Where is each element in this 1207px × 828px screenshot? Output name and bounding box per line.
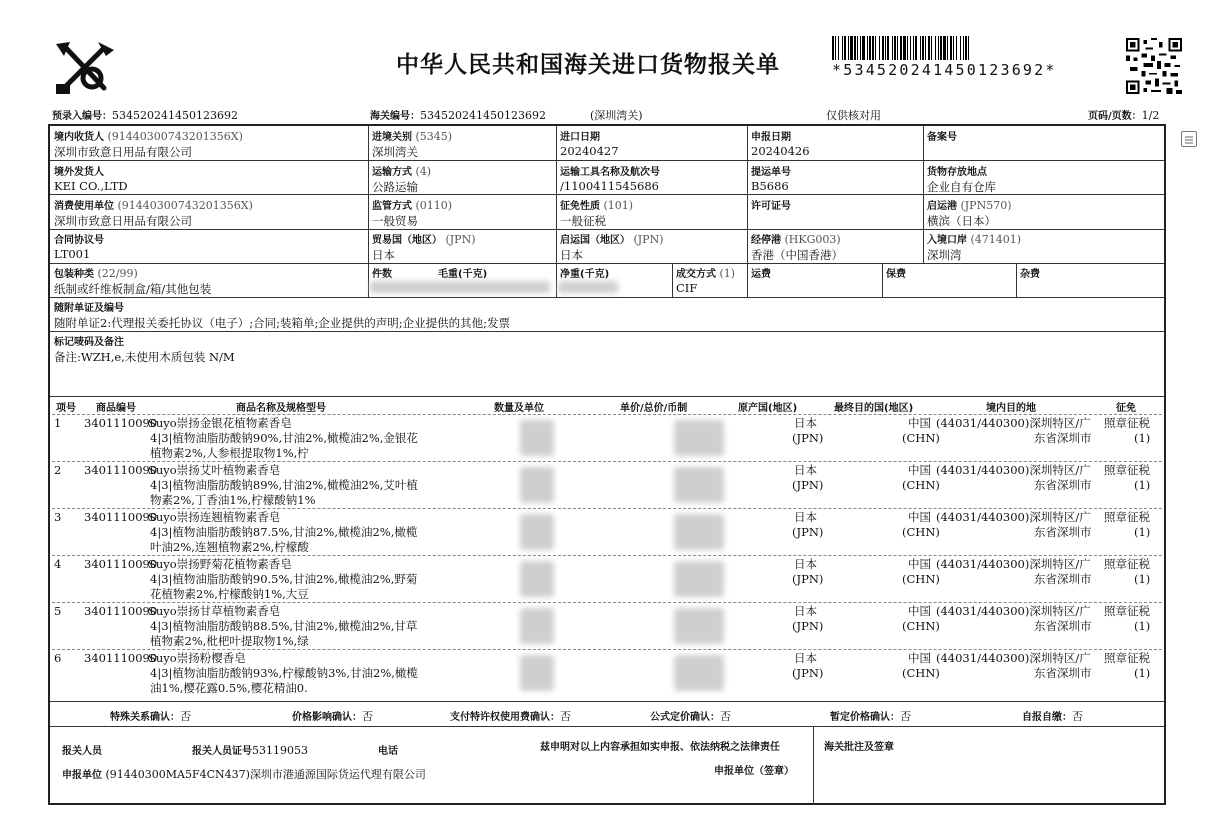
item-spec-line1: 4|3|植物油脂肪酸钠89%,甘油2%,橄榄油2%,艾叶植	[150, 478, 418, 492]
item-dest: 中国	[908, 463, 931, 477]
declare-date-label: 申报日期	[751, 132, 791, 143]
barcode	[832, 36, 1108, 60]
bill-label: 提运单号	[751, 167, 791, 178]
header-item-no: 项号	[56, 403, 76, 414]
item-origin-code: (JPN)	[792, 666, 824, 680]
levy-label: 征免性质 (101)	[560, 199, 634, 212]
item-no: 1	[54, 416, 62, 430]
item-origin-code: (JPN)	[792, 431, 824, 445]
redacted-price	[674, 561, 724, 597]
entry-port-value: 深圳湾关	[372, 145, 418, 159]
vehicle-label: 运输工具名称及航次号	[560, 167, 660, 178]
item-domestic-line2: 东省深圳市	[1034, 666, 1092, 680]
item-dest: 中国	[908, 510, 931, 524]
item-origin-code: (JPN)	[792, 619, 824, 633]
item-separator	[52, 602, 1162, 603]
freight-label: 运费	[751, 269, 771, 280]
departure-value: 横滨（日本）	[927, 214, 996, 228]
item-dest-code: (CHN)	[902, 525, 940, 539]
marks-value: 备注:WZH,e,未使用木质包装 N/M	[54, 350, 235, 364]
declaration-form	[48, 124, 1166, 805]
item-levy-code: (1)	[1134, 478, 1151, 492]
item-dest-code: (CHN)	[902, 431, 940, 445]
item-levy-code: (1)	[1134, 666, 1151, 680]
item-hs-code: 3401110090	[84, 416, 158, 430]
storage-value: 企业自有仓库	[927, 180, 996, 194]
entry-port-label: 进境关别 (5345)	[372, 130, 453, 143]
header-origin: 原产国(地区)	[738, 403, 798, 414]
customs-emblem-icon	[52, 38, 118, 98]
page-indicator: 页码/页数：1/2	[1088, 109, 1160, 122]
item-domestic-line2: 东省深圳市	[1034, 572, 1092, 586]
item-origin: 日本	[794, 604, 817, 618]
item-dest-code: (CHN)	[902, 666, 940, 680]
declare-date-value: 20240426	[751, 144, 810, 158]
verification-notice: 仅供核对用	[826, 109, 881, 122]
redacted-quantity	[520, 420, 554, 456]
entry-border-value: 深圳湾	[927, 248, 962, 262]
special-relation-confirm: 特殊关系确认：否	[110, 710, 191, 723]
vehicle-value: /1100411545686	[560, 179, 659, 193]
supervision-value: 一般贸易	[372, 214, 418, 228]
insurance-label: 保费	[886, 269, 906, 280]
misc-label: 杂费	[1020, 269, 1040, 280]
item-dest: 中国	[908, 416, 931, 430]
item-dest: 中国	[908, 604, 931, 618]
header-levy: 征免	[1116, 403, 1136, 414]
pieces-label: 件数	[372, 269, 392, 280]
header-name-spec: 商品名称及规格型号	[236, 403, 326, 414]
item-levy: 照章征税	[1104, 416, 1150, 430]
header-domestic-dest: 境内目的地	[986, 403, 1036, 414]
item-levy: 照章征税	[1104, 510, 1150, 524]
price-impact-confirm: 价格影响确认：否	[292, 710, 373, 723]
item-no: 3	[54, 510, 62, 524]
trade-country-label: 贸易国（地区） (JPN)	[372, 233, 476, 246]
item-origin: 日本	[794, 463, 817, 477]
item-hs-code: 3401110090	[84, 510, 158, 524]
transport-value: 公路运输	[372, 180, 418, 194]
item-name: Suyo崇扬粉樱香皂	[148, 651, 246, 665]
item-spec-line2: 叶油2%,连翘植物素2%,柠檬酸	[150, 540, 309, 554]
item-spec-line1: 4|3|植物油脂肪酸钠90%,甘油2%,橄榄油2%,金银花	[150, 431, 418, 445]
item-hs-code: 3401110090	[84, 557, 158, 571]
header-final-dest: 最终目的国(地区)	[834, 403, 914, 414]
item-no: 5	[54, 604, 62, 618]
consumer-value: 深圳市致意日用品有限公司	[54, 214, 192, 228]
header-price: 单价/总价/币制	[620, 403, 688, 414]
item-spec-line2: 油1%,樱花露0.5%,樱花精油0.	[150, 681, 308, 695]
consignee-label: 境内收货人 (91440300743201356X)	[54, 130, 243, 143]
provisional-price-confirm: 暂定价格确认：否	[830, 710, 911, 723]
contract-label: 合同协议号	[54, 235, 104, 246]
unit-seal-label: 申报单位（签章）	[714, 766, 794, 777]
redacted-quantity	[520, 467, 554, 503]
item-origin-code: (JPN)	[792, 572, 824, 586]
item-levy-code: (1)	[1134, 431, 1151, 445]
import-date-value: 20240427	[560, 144, 619, 158]
item-domestic-line2: 东省深圳市	[1034, 431, 1092, 445]
item-separator	[52, 508, 1162, 509]
item-domestic-line2: 东省深圳市	[1034, 619, 1092, 633]
header-hs-code: 商品编号	[96, 403, 136, 414]
pre-entry-number: 预录入编号：534520241450123692	[52, 109, 238, 122]
net-weight-label: 净重(千克)	[560, 269, 610, 280]
redacted-quantity	[520, 561, 554, 597]
page-title: 中华人民共和国海关进口货物报关单	[396, 52, 780, 78]
item-separator	[52, 461, 1162, 462]
item-origin: 日本	[794, 651, 817, 665]
item-name: Suyo崇扬金银花植物素香皂	[148, 416, 292, 430]
record-label: 备案号	[927, 132, 957, 143]
customs-number: 海关编号：534520241450123692	[370, 109, 546, 122]
item-separator	[52, 649, 1162, 650]
origin-country-label: 启运国（地区） (JPN)	[560, 233, 664, 246]
item-name: Suyo崇扬艾叶植物素香皂	[148, 463, 281, 477]
declarer-cert: 报关人员证号53119053	[192, 744, 308, 757]
item-dest: 中国	[908, 651, 931, 665]
item-name: Suyo崇扬连翘植物素香皂	[148, 510, 281, 524]
item-hs-code: 3401110090	[84, 463, 158, 477]
self-pay-confirm: 自报自缴：否	[1022, 710, 1083, 723]
via-port-value: 香港（中国香港）	[751, 248, 843, 262]
consumer-label: 消费使用单位 (91440300743201356X)	[54, 199, 253, 212]
marks-label: 标记唛码及备注	[54, 337, 124, 348]
item-origin-code: (JPN)	[792, 478, 824, 492]
redacted-quantity	[520, 608, 554, 644]
item-domestic-line1: (44031/440300)深圳特区/广	[936, 604, 1091, 618]
declarer-label: 报关人员	[62, 746, 102, 757]
bill-value: B5686	[751, 179, 789, 193]
item-levy: 照章征税	[1104, 463, 1150, 477]
item-domestic-line1: (44031/440300)深圳特区/广	[936, 463, 1091, 477]
item-domestic-line1: (44031/440300)深圳特区/广	[936, 510, 1091, 524]
item-levy-code: (1)	[1134, 619, 1151, 633]
item-dest-code: (CHN)	[902, 478, 940, 492]
item-spec-line2: 植物素2%,枇杷叶提取物1%,绿	[150, 634, 309, 648]
item-dest-code: (CHN)	[902, 572, 940, 586]
origin-country-value: 日本	[560, 248, 583, 262]
item-hs-code: 3401110090	[84, 651, 158, 665]
trade-country-value: 日本	[372, 248, 395, 262]
item-spec-line2: 植物素2%,人参根提取物1%,柠	[150, 446, 309, 460]
item-origin: 日本	[794, 416, 817, 430]
transport-label: 运输方式 (4)	[372, 165, 432, 178]
item-spec-line1: 4|3|植物油脂肪酸钠93%,柠檬酸钠3%,甘油2%,橄榄	[150, 666, 418, 680]
item-separator	[52, 555, 1162, 556]
item-origin-code: (JPN)	[792, 525, 824, 539]
item-hs-code: 3401110090	[84, 604, 158, 618]
redacted-weight	[370, 281, 550, 293]
docs-value: 随附单证2:代理报关委托协议（电子）;合同;装箱单;企业提供的声明;企业提供的其他;发票	[54, 316, 511, 330]
item-spec-line1: 4|3|植物油脂肪酸钠90.5%,甘油2%,橄榄油2%,野菊	[150, 572, 418, 586]
sidebar-toggle-icon[interactable]	[1181, 131, 1197, 147]
declaring-unit: 申报单位 (91440300MA5F4CN437)深圳市港通源国际货运代理有限公司	[62, 768, 426, 781]
item-no: 6	[54, 651, 62, 665]
header-quantity: 数量及单位	[494, 403, 544, 414]
formula-pricing-confirm: 公式定价确认：否	[650, 710, 731, 723]
item-name: Suyo崇扬野菊花植物素香皂	[148, 557, 292, 571]
shipper-label: 境外发货人	[54, 167, 104, 178]
item-name: Suyo崇扬甘草植物素香皂	[148, 604, 281, 618]
item-domestic-line2: 东省深圳市	[1034, 478, 1092, 492]
item-levy: 照章征税	[1104, 604, 1150, 618]
redacted-quantity	[520, 655, 554, 691]
item-spec-line1: 4|3|植物油脂肪酸钠88.5%,甘油2%,橄榄油2%,甘草	[150, 619, 418, 633]
package-value: 纸制或纤维板制盒/箱/其他包装	[54, 282, 212, 296]
item-levy: 照章征税	[1104, 651, 1150, 665]
item-origin: 日本	[794, 510, 817, 524]
redacted-price	[674, 655, 724, 691]
item-levy-code: (1)	[1134, 525, 1151, 539]
item-domestic-line1: (44031/440300)深圳特区/广	[936, 416, 1091, 430]
redacted-quantity	[520, 514, 554, 550]
item-no: 2	[54, 463, 62, 477]
redacted-price	[674, 420, 724, 456]
item-spec-line1: 4|3|植物油脂肪酸钠87.5%,甘油2%,橄榄油2%,橄榄	[150, 525, 418, 539]
gross-weight-label: 毛重(千克)	[438, 269, 488, 280]
contract-value: LT001	[54, 247, 91, 261]
item-dest-code: (CHN)	[902, 619, 940, 633]
item-domestic-line1: (44031/440300)深圳特区/广	[936, 651, 1091, 665]
redacted-net-weight	[558, 281, 618, 293]
deal-label: 成交方式 (1)	[676, 267, 736, 280]
docs-label: 随附单证及编号	[54, 303, 124, 314]
via-port-label: 经停港 (HKG003)	[751, 233, 841, 246]
item-spec-line2: 物素2%,丁香油1%,柠檬酸钠1%	[150, 493, 316, 507]
item-spec-line2: 花植物素2%,柠檬酸钠1%,大豆	[150, 587, 309, 601]
entry-border-label: 入境口岸 (471401)	[927, 233, 1022, 246]
royalty-confirm: 支付特许权使用费确认：否	[450, 710, 571, 723]
item-no: 4	[54, 557, 62, 571]
shipper-value: KEI CO.,LTD	[54, 179, 128, 193]
redacted-price	[674, 514, 724, 550]
customs-sign-label: 海关批注及签章	[824, 742, 894, 753]
storage-label: 货物存放地点	[927, 167, 987, 178]
item-domestic-line2: 东省深圳市	[1034, 525, 1092, 539]
item-origin: 日本	[794, 557, 817, 571]
levy-value: 一般征税	[560, 214, 606, 228]
license-label: 许可证号	[751, 201, 791, 212]
consignee-value: 深圳市致意日用品有限公司	[54, 145, 192, 159]
qr-code	[1126, 38, 1182, 94]
phone-label: 电话	[378, 746, 398, 757]
supervision-label: 监管方式 (0110)	[372, 199, 453, 212]
redacted-price	[674, 608, 724, 644]
item-levy: 照章征税	[1104, 557, 1150, 571]
item-levy-code: (1)	[1134, 572, 1151, 586]
item-domestic-line1: (44031/440300)深圳特区/广	[936, 557, 1091, 571]
customs-office: (深圳湾关)	[590, 109, 643, 122]
departure-label: 启运港 (JPN570)	[927, 199, 1012, 212]
legal-statement: 兹申明对以上内容承担如实申报、依法纳税之法律责任	[540, 742, 780, 753]
item-dest: 中国	[908, 557, 931, 571]
deal-value: CIF	[676, 281, 698, 295]
barcode-text: *534520241450123692*	[832, 61, 1057, 79]
package-label: 包装种类 (22/99)	[54, 267, 138, 280]
import-date-label: 进口日期	[560, 132, 600, 143]
redacted-price	[674, 467, 724, 503]
